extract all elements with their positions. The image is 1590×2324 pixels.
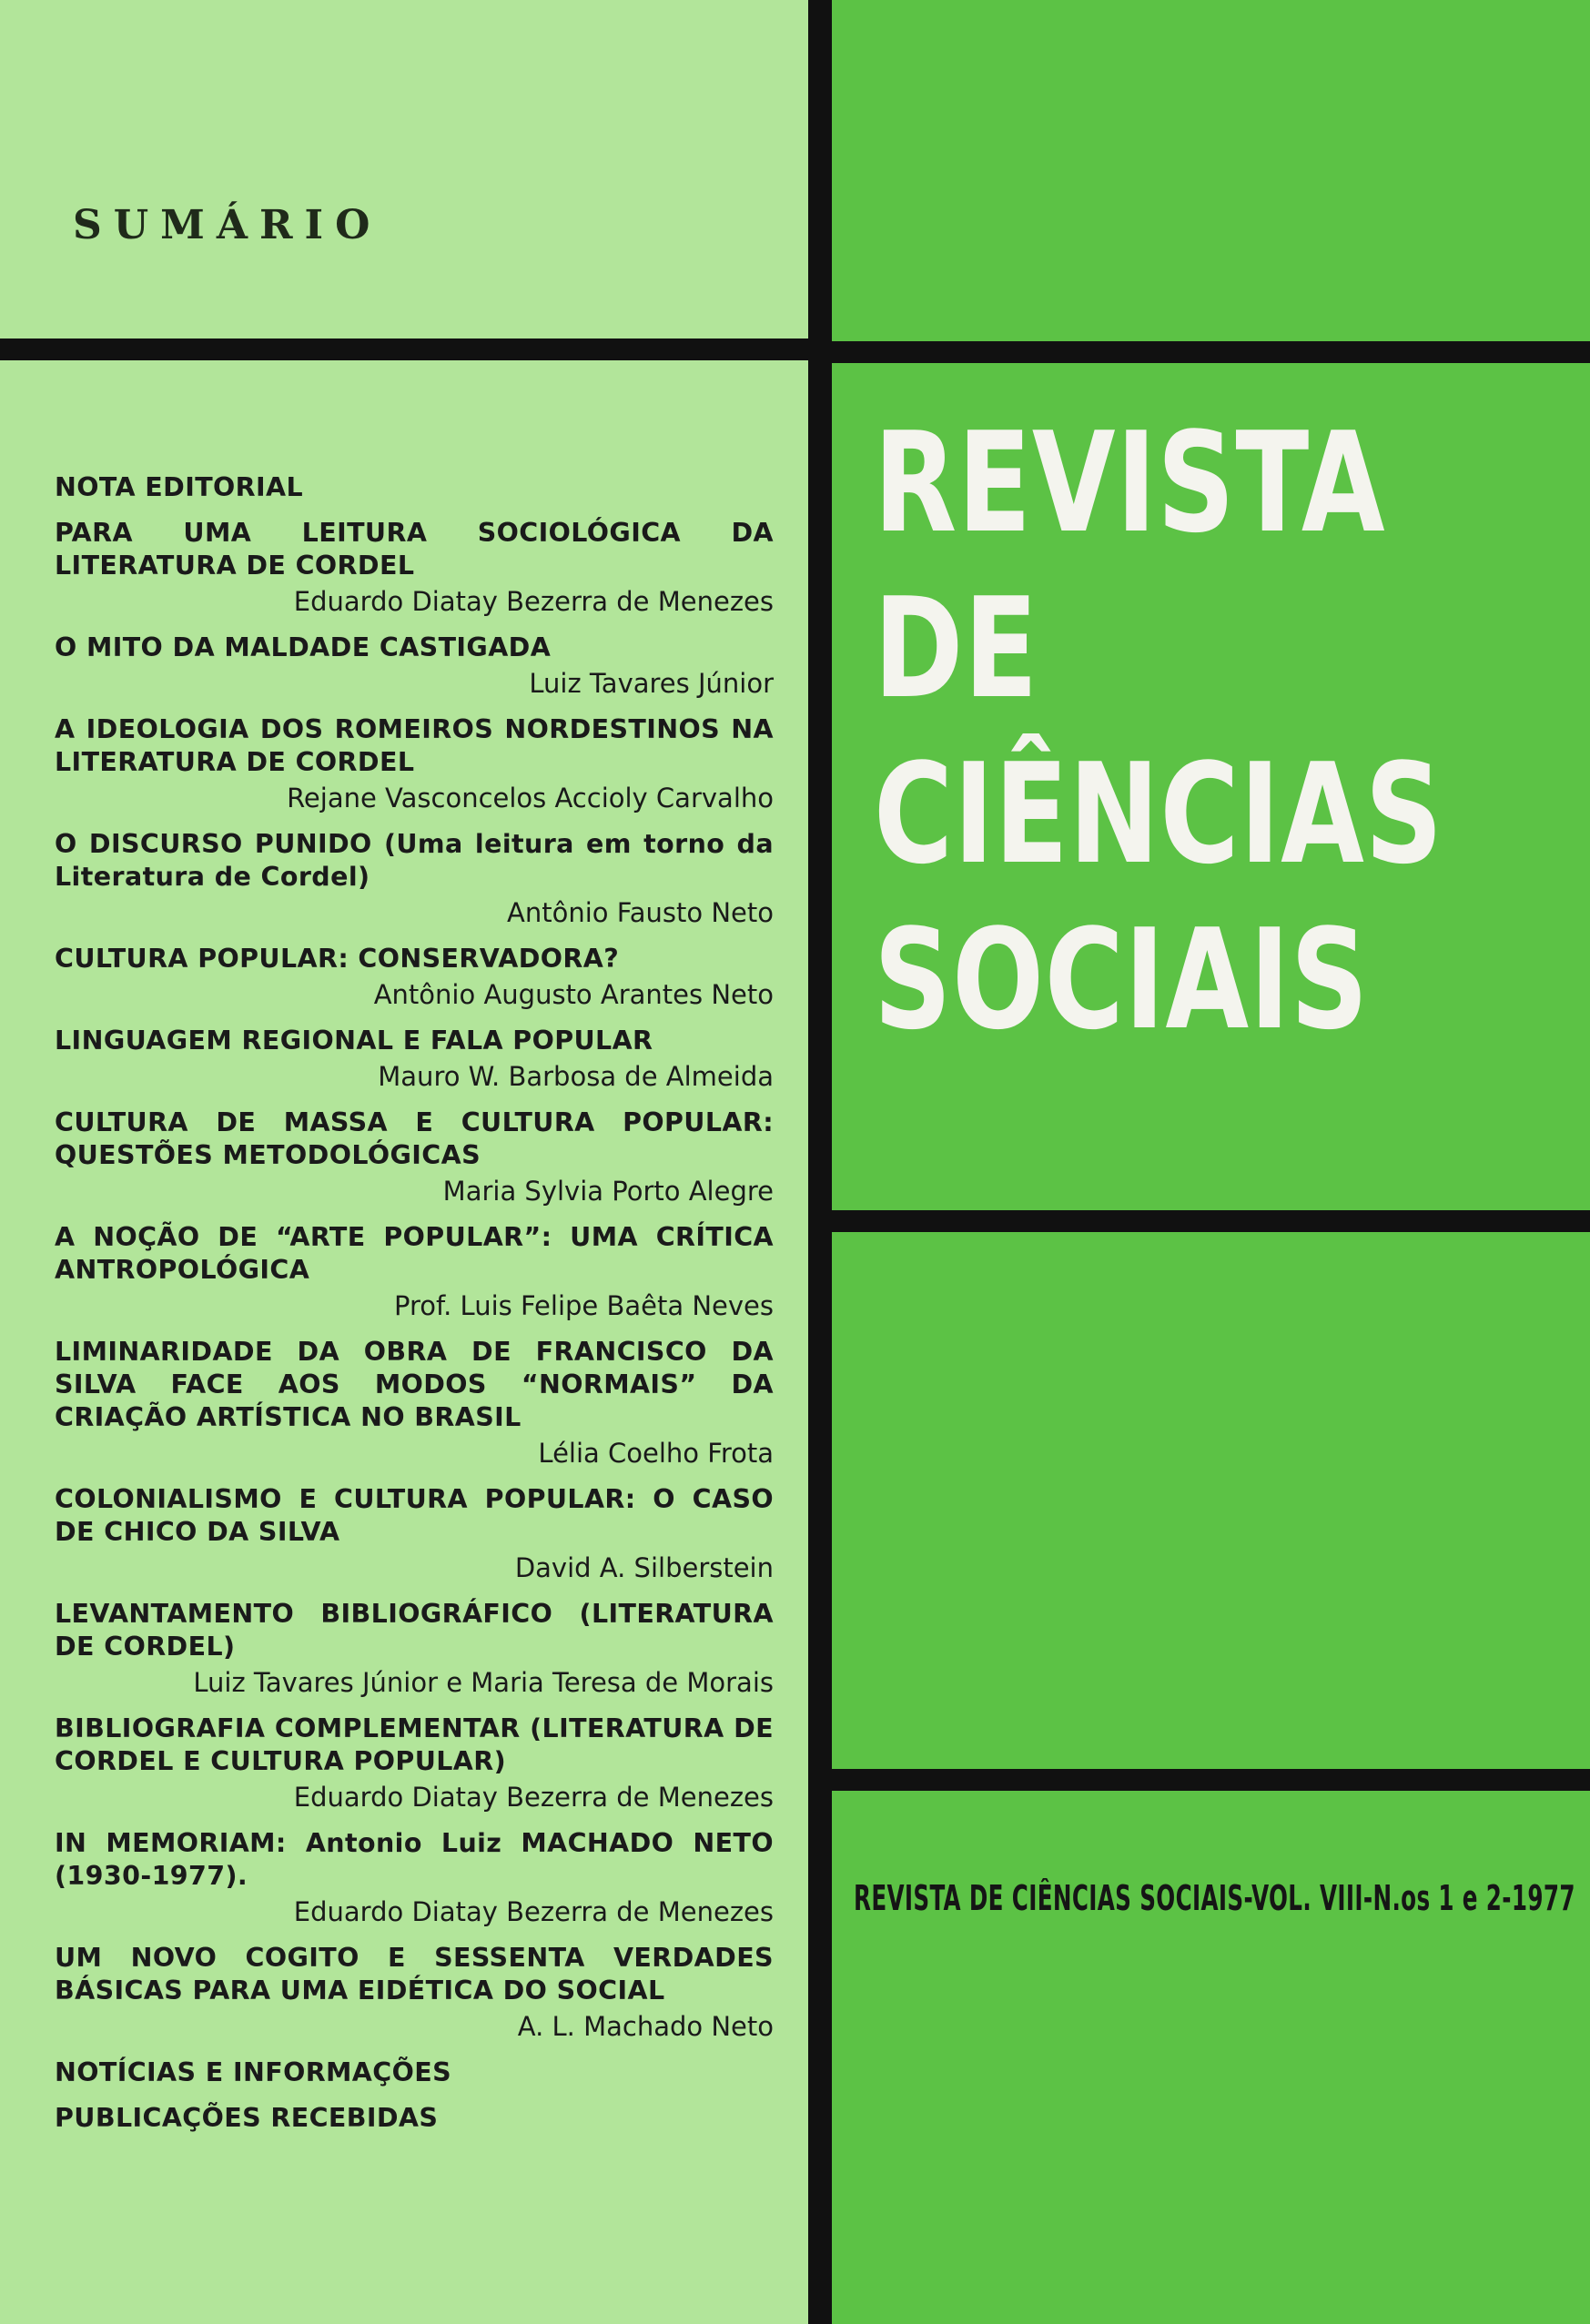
entry-title: A NOÇÃO DE “ARTE POPULAR”: UMA CRÍTICA ANTROPOLÓGICA [55, 1222, 774, 1285]
entry-title: COLONIALISMO E CULTURA POPULAR: O CASO DE CHICO DA SILVA [55, 1484, 774, 1547]
entry-author: Prof. Luis Felipe Baêta Neves [394, 1290, 774, 1321]
entry-author: Luiz Tavares Júnior e Maria Teresa de Morais [193, 1667, 774, 1698]
entry-author: Antônio Augusto Arantes Neto [373, 979, 774, 1010]
contents-entry [55, 2102, 774, 2135]
volume-issue-line: REVISTA DE CIÊNCIAS SOCIAIS-VOL. VIII-N.os 1 e 2-1977 [854, 1878, 1575, 1918]
entry-title: BIBLIOGRAFIA COMPLEMENTAR (LITERATURA DE CORDEL E CULTURA POPULAR) [55, 1713, 774, 1776]
entry-title: O MITO DA MALDADE CASTIGADA [55, 632, 552, 662]
entry-author: Luiz Tavares Júnior [529, 668, 774, 699]
entry-author: David A. Silberstein [514, 1552, 774, 1583]
vertical-rule [808, 0, 832, 2324]
contents-entry [55, 1598, 774, 1700]
entry-author: Eduardo Diatay Bezerra de Menezes [293, 586, 774, 617]
entry-title: A IDEOLOGIA DOS ROMEIROS NORDESTINOS NA LITERATURA DE CORDEL [55, 714, 774, 777]
entry-title: O DISCURSO PUNIDO (Uma leitura em torno da Literatura de Cordel) [55, 829, 774, 892]
entry-author: Antônio Fausto Neto [507, 897, 774, 928]
entry-author: Lélia Coelho Frota [538, 1438, 774, 1469]
contents-entry [55, 471, 774, 504]
entry-title: LINGUAGEM REGIONAL E FALA POPULAR [55, 1026, 653, 1056]
contents-entry [55, 943, 774, 1012]
right-horizontal-rule-top [832, 341, 1590, 363]
entry-title: NOTÍCIAS E INFORMAÇÕES [55, 2057, 451, 2087]
entry-author: Eduardo Diatay Bezerra de Menezes [293, 1782, 774, 1813]
journal-title-line: SOCIAIS [874, 899, 1370, 1060]
left-horizontal-rule [0, 338, 808, 360]
entry-title: PUBLICAÇÕES RECEBIDAS [55, 2103, 439, 2133]
right-horizontal-rule-middle [832, 1210, 1590, 1232]
entry-title: CULTURA DE MASSA E CULTURA POPULAR: QUESTÕES METODOLÓGICAS [55, 1107, 774, 1170]
entry-author: Maria Sylvia Porto Alegre [442, 1176, 774, 1207]
entry-title: LEVANTAMENTO BIBLIOGRÁFICO (LITERATURA DE CORDEL) [55, 1599, 774, 1662]
entry-author: Mauro W. Barbosa de Almeida [378, 1061, 774, 1092]
contents-entry [55, 828, 774, 930]
contents-entry [55, 517, 774, 619]
contents-entry [55, 632, 774, 701]
entry-author: Rejane Vasconcelos Accioly Carvalho [287, 783, 774, 813]
contents-entry [55, 1827, 774, 1929]
entry-title: LIMINARIDADE DA OBRA DE FRANCISCO DA SILVA FACE AOS MODOS “NORMAIS” DA CRIAÇÃO ARTÍSTICA NO BRASIL [55, 1337, 774, 1432]
contents-entry [55, 1942, 774, 2044]
journal-title-line: REVISTA [874, 402, 1386, 563]
entry-title: PARA UMA LEITURA SOCIOLÓGICA DA LITERATURA DE CORDEL [55, 518, 774, 581]
contents-entry [55, 1713, 774, 1814]
contents-entry [55, 2056, 774, 2089]
entry-title: IN MEMORIAM: Antonio Luiz MACHADO NETO (1930-1977). [55, 1828, 774, 1891]
entry-author: A. L. Machado Neto [517, 2011, 774, 2042]
summary-heading: SUMÁRIO [73, 202, 382, 248]
contents-entry [55, 713, 774, 815]
journal-title-line: CIÊNCIAS [874, 733, 1443, 894]
entry-title: CULTURA POPULAR: CONSERVADORA? [55, 944, 620, 974]
journal-title [874, 400, 1443, 1063]
table-of-contents [55, 471, 774, 2147]
contents-entry [55, 1336, 774, 1470]
contents-entry [55, 1483, 774, 1585]
entry-author: Eduardo Diatay Bezerra de Menezes [293, 1896, 774, 1927]
contents-entry [55, 1221, 774, 1323]
contents-entry [55, 1106, 774, 1208]
entry-title: NOTA EDITORIAL [55, 472, 304, 502]
journal-title-line: DE [874, 568, 1038, 729]
right-horizontal-rule-lower [832, 1769, 1590, 1791]
contents-entry [55, 1025, 774, 1094]
entry-title: UM NOVO COGITO E SESSENTA VERDADES BÁSICAS PARA UMA EIDÉTICA DO SOCIAL [55, 1943, 774, 2006]
